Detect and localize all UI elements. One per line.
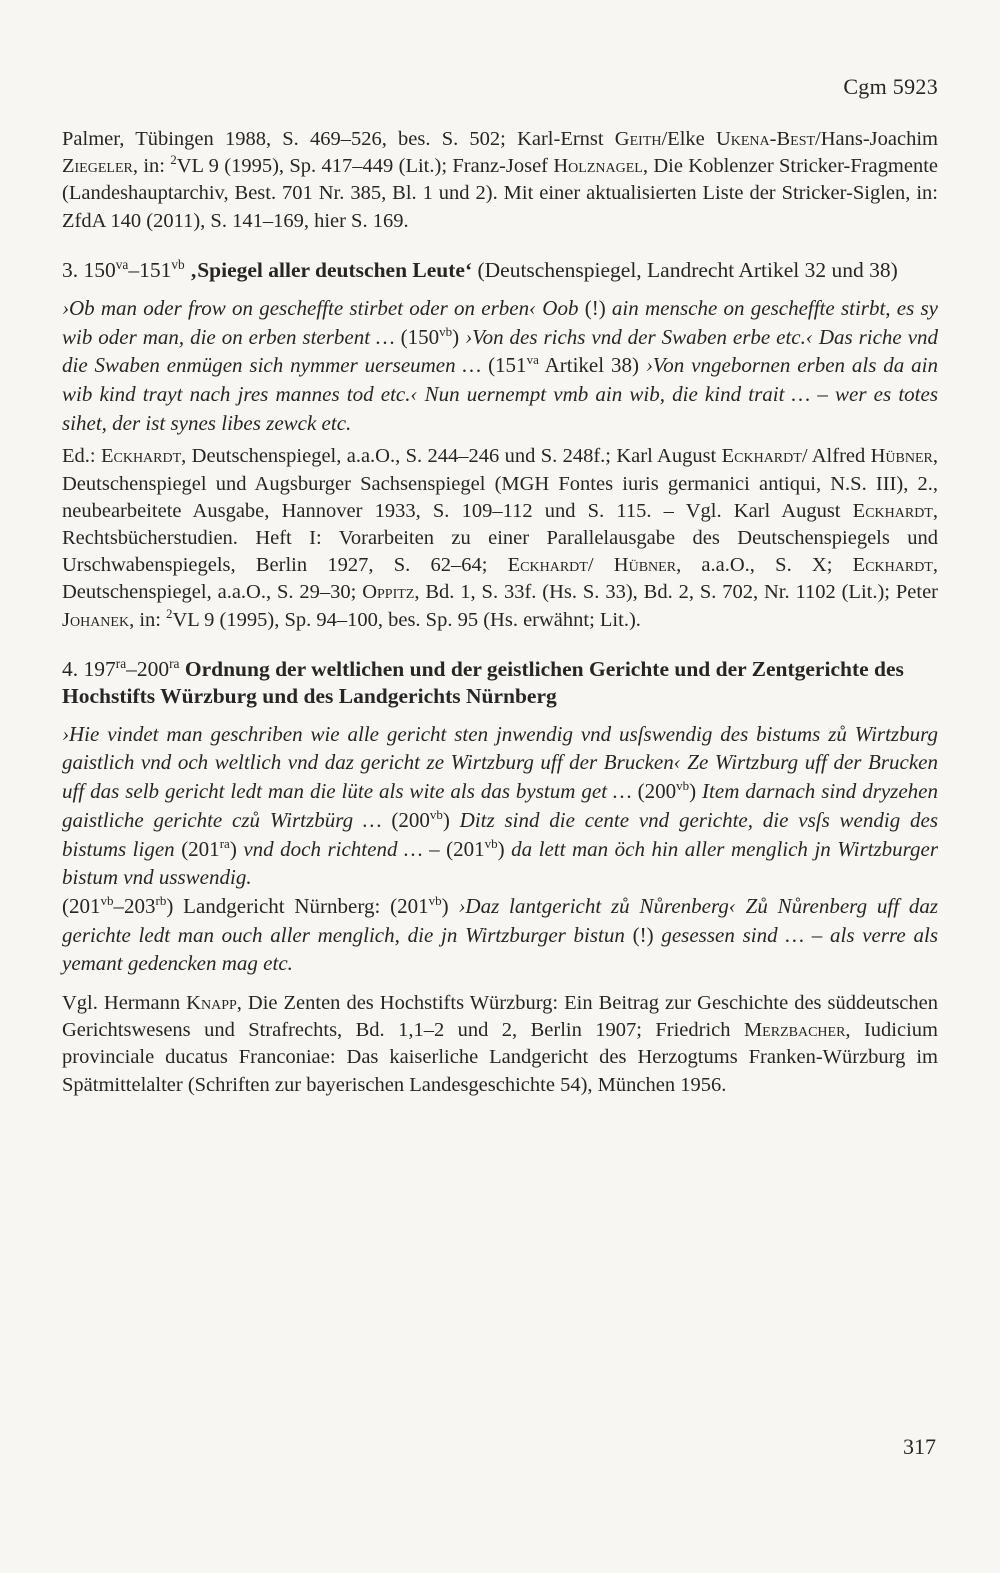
folio-ref: (201 — [446, 836, 485, 861]
superscript: vb — [676, 778, 690, 794]
author-name: Hübner — [613, 554, 677, 577]
entry-title: ‚Spiegel aller deutschen Leute‘ — [184, 257, 473, 282]
incipit-text: vnd doch richtend … – — [236, 836, 447, 861]
text: , Iudicium provinciale ducatus Franconiae: Das kaiserliche Landgericht des Herzogtums Franken-Würzburg im Spätmittelalter (Schriften zur bayerischen Landesgeschichte 54), München 1956. — [62, 1019, 938, 1096]
folio-ref: (201 — [62, 893, 101, 918]
incipit-text: ›Von des richs vnd der Swaben erbe etc.‹ Das riche vnd die Swaben enmügen sich nymmer uerseumen … — [62, 324, 939, 378]
incipit-text: ›Daz lantgericht zů Nůrenberg‹ Zů Nůrenberg uff daz gerichte ledt man ouch aller menglich, die jn Wirtzburger bistun — [62, 893, 938, 947]
author-name: Eckhardt — [852, 499, 933, 522]
entry-4-literature — [62, 990, 938, 1099]
folio-range: –151 — [128, 257, 172, 282]
author-name: Geith — [614, 128, 662, 150]
author-name: Eckhardt — [852, 554, 933, 577]
text: VL 9 (1995), Sp. 94–100, bes. Sp. 95 (Hs. erwähnt; Lit.). — [172, 608, 641, 631]
author-name: Merzbacher — [743, 1019, 846, 1042]
folio-ref: ) — [229, 836, 237, 861]
incipit-text: ›Von vngebornen erben als da ain wib kind trayt nach jres mannes tod etc.‹ Nun uernempt vmb ain wib, die kind trait … – wer es totes sihet, der ist synes libes zewck etc. — [62, 353, 938, 435]
text: Ed.: — [62, 445, 101, 468]
text: /Elke — [661, 128, 716, 150]
entry-4-incipit-landgericht — [62, 892, 938, 978]
text: , in: — [129, 608, 167, 631]
text: , Die Koblenzer Stricker-Fragmente (Landeshauptarchiv, Best. 701 Nr. 385, Bl. 1 und 2). Mit einer aktualisierten Liste der Stricker-Siglen, in: ZfdA 140 (2011), S. 141–169, hier S. 169. — [62, 155, 938, 232]
superscript: vb — [439, 323, 453, 339]
superscript: va — [526, 352, 539, 368]
superscript: ra — [169, 655, 180, 671]
superscript: ra — [219, 835, 230, 851]
incipit-text: ›Hie vindet man geschriben wie alle gericht sten jnwendig vnd usſswendig des bistums zů Wirtzburg gaistlich vnd och weltlich vnd daz gericht ze Wirtzburg uff der Brucken‹ Ze Wirtzburg uff der Brucken uff das selb gericht ledt man die lüte als wite als das bystum get … — [62, 721, 938, 804]
author-name: Ziegeler — [62, 155, 133, 178]
superscript: 2 — [166, 606, 173, 621]
folio-ref: (201 — [181, 836, 220, 861]
incipit-text: Item darnach sind dryzehen gaistliche gerichte czů Wirtzbürg … — [62, 779, 938, 832]
text: VL 9 (1995), Sp. 417–449 (Lit.); Franz-Josef — [176, 155, 554, 178]
text: / Alfred — [801, 445, 871, 468]
author-name: Johanek — [62, 608, 130, 631]
superscript: vb — [100, 892, 114, 908]
superscript: vb — [171, 256, 185, 272]
incipit-text: ›Ob man oder frow on gescheffte stirbet oder on erben‹ Oob — [62, 295, 585, 320]
folio-ref: (200 — [391, 807, 430, 832]
superscript: 2 — [170, 153, 177, 168]
entry-4-heading — [62, 656, 938, 710]
author-name: Knapp — [186, 992, 237, 1015]
folio-ref: (150 — [400, 324, 440, 349]
editorial-note: (!) — [584, 295, 606, 320]
intro-literature-paragraph — [62, 126, 938, 235]
entry-number: 4. 197 — [62, 656, 116, 681]
text: , Deutschenspiegel, a.a.O., S. 29–30; — [62, 554, 938, 604]
author-name: Hübner — [870, 445, 933, 468]
folio-ref: ) — [452, 324, 460, 349]
folio-ref: –203 — [113, 893, 156, 918]
entry-3-literature — [62, 443, 938, 633]
superscript: vb — [429, 806, 443, 822]
text: , Rechtsbücherstudien. Heft I: Vorarbeiten zu einer Parallelausgabe des Deutschenspiegels und Urschwabenspiegels, Berlin 1927, S. 62–64; — [62, 499, 938, 577]
folio-ref: ) — [497, 836, 505, 861]
editorial-note: (!) — [632, 922, 654, 947]
folio-ref: (200 — [637, 779, 677, 804]
entry-title: Ordnung der weltlichen und der geistlichen Gerichte und der Zentgerichte des Hochstifts Würzburg und des Landgerichts Nürnberg — [62, 656, 904, 708]
folio-ref: ) — [442, 807, 450, 832]
folio-ref: (151 — [488, 353, 527, 378]
incipit-text: ain mensche on gescheffte stirbt, es sy wib oder man, die on erben sterbent … — [62, 295, 938, 349]
running-head-shelfmark: Cgm 5923 — [843, 74, 938, 99]
superscript: rb — [155, 892, 167, 908]
text: , Deutschenspiegel, a.a.O., S. 244–246 und S. 248f.; Karl August — [181, 445, 722, 468]
superscript: vb — [484, 835, 498, 851]
folio-ref: ) — [441, 893, 449, 918]
page-body — [62, 126, 938, 1099]
text: /Hans-Joachim — [815, 128, 939, 150]
incipit-text: da lett man öch hin aller menglich jn Wirtzburger bistum vnd usswendig. — [62, 836, 939, 890]
text: Vgl. Hermann — [62, 992, 187, 1015]
author-name: Holznagel — [553, 155, 643, 178]
incipit-text: gesessen sind … – als verre als yemant gedencken mag etc. — [62, 922, 939, 976]
entry-3-heading — [62, 257, 938, 284]
text: , Bd. 1, S. 33f. (Hs. S. 33), Bd. 2, S. 702, Nr. 1102 (Lit.); Peter — [414, 581, 938, 604]
text: , Deutschenspiegel und Augsburger Sachsenspiegel (MGH Fontes iuris germanici antiqui, N.S. III), 2., neubearbeitete Ausgabe, Hannover 1933, S. 109–112 und S. 115. – Vgl. Karl August — [62, 445, 938, 522]
superscript: ra — [115, 655, 127, 671]
superscript: vb — [428, 892, 442, 908]
author-name: Eckhardt — [507, 554, 588, 577]
folio-ref: ) Landgericht Nürnberg: (201 — [166, 893, 429, 918]
author-name: Eckhardt — [100, 445, 182, 468]
author-name: Oppitz — [362, 581, 415, 604]
superscript: va — [115, 256, 129, 272]
author-name: Ukena-Best — [715, 128, 816, 150]
text: , in: — [132, 155, 171, 178]
folio-ref: ) — [689, 779, 697, 804]
author-name: Eckhardt — [721, 445, 802, 468]
incipit-text: Ditz sind die cente vnd gerichte, die vsſs wendig des bistums ligen — [62, 807, 938, 861]
text: Palmer, Tübingen 1988, S. 469–526, bes. S. 502; Karl-Ernst — [62, 128, 615, 150]
text: , Die Zenten des Hochstifts Würzburg: Ein Beitrag zur Geschichte des süddeutschen Gerichtswesens und Strafrechts, Bd. 1,1–2 und 2, Berlin 1907; Friedrich — [62, 992, 938, 1042]
entry-3-incipit — [62, 294, 938, 438]
page-number: 317 — [903, 1434, 936, 1459]
entry-4-incipit — [62, 720, 938, 892]
folio-range: –200 — [126, 656, 170, 681]
entry-number: 3. 150 — [62, 257, 116, 282]
text: / — [587, 554, 614, 577]
entry-subtitle: (Deutschenspiegel, Landrecht Artikel 32 und 38) — [472, 257, 898, 282]
text: , a.a.O., S. X; — [676, 554, 853, 577]
folio-ref: Artikel 38) — [538, 353, 639, 378]
